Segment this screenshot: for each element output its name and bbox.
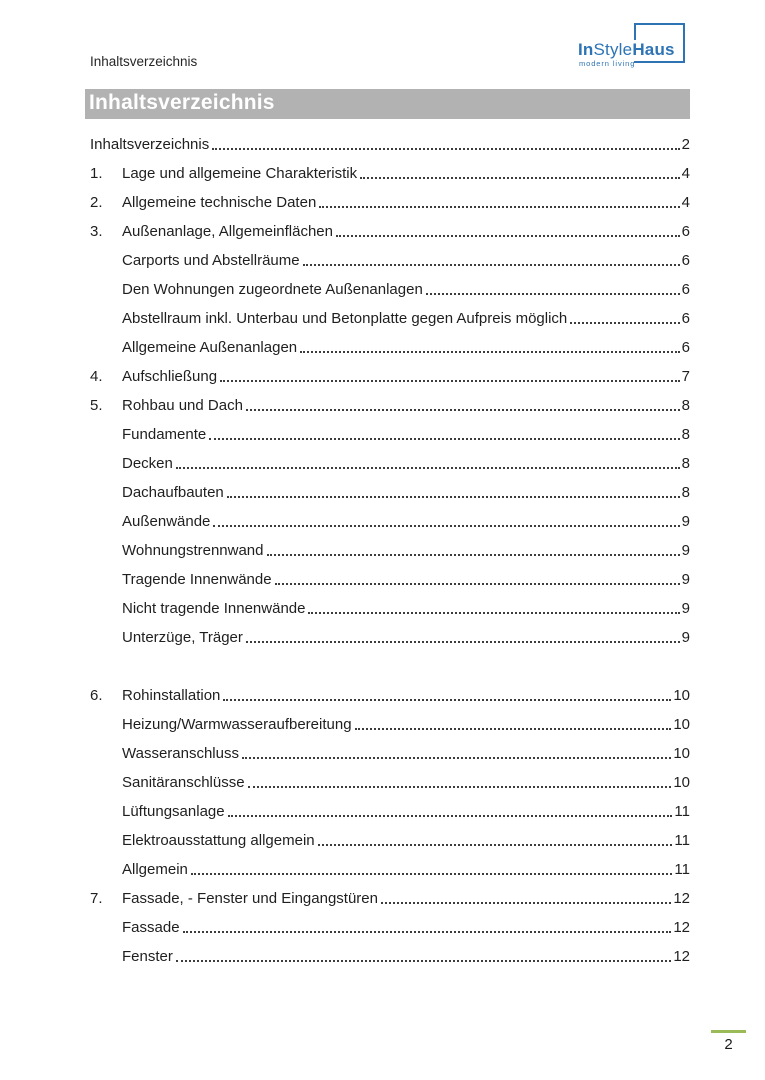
toc-entry[interactable] [90,913,690,942]
toc-entry-label: Rohinstallation [122,687,221,704]
toc-entry[interactable] [90,333,690,362]
toc-dot-leader [300,351,680,353]
toc-dot-leader [227,496,680,498]
toc-list [90,130,690,971]
toc-entry-label: Allgemeine technische Daten [122,194,317,211]
toc-entry-number: 7. [90,890,103,907]
toc-entry[interactable] [90,681,690,710]
toc-entry-page: 8 [681,397,690,414]
toc-entry-page: 10 [673,687,690,704]
toc-entry-page: 12 [673,948,690,965]
toc-entry-page: 11 [674,832,690,849]
toc-dot-leader [191,873,673,875]
toc-entry[interactable] [90,507,690,536]
toc-entry-label: Wasseranschluss [122,745,239,762]
toc-dot-leader [228,815,673,817]
toc-entry-label: Den Wohnungen zugeordnete Außenanlagen [122,281,423,298]
toc-entry-label: Lüftungsanlage [122,803,225,820]
toc-entry-label: Sanitäranschlüsse [122,774,245,791]
toc-entry-page: 6 [681,339,690,356]
toc-entry[interactable] [90,391,690,420]
toc-entry-label: Carports und Abstellräume [122,252,300,269]
toc-entry[interactable] [90,884,690,913]
toc-entry-page: 2 [681,136,690,153]
toc-entry-page: 9 [681,600,690,617]
toc-dot-leader [248,786,672,788]
toc-entry-label: Dachaufbauten [122,484,224,501]
toc-entry-page: 9 [681,571,690,588]
toc-dot-leader [355,728,672,730]
toc-dot-leader [209,438,679,440]
toc-entry[interactable] [90,304,690,333]
page-number: 2 [724,1036,733,1053]
toc-entry-page: 12 [673,919,690,936]
toc-entry-page: 9 [681,629,690,646]
toc-entry[interactable] [90,565,690,594]
toc-dot-leader [570,322,679,324]
toc-entry-page: 6 [681,281,690,298]
toc-entry-label: Aufschließung [122,368,218,385]
toc-entry[interactable] [90,130,690,159]
toc-entry[interactable] [90,855,690,884]
toc-dot-leader [213,525,679,527]
toc-entry-page: 4 [681,165,690,182]
toc-dot-leader [242,757,671,759]
toc-entry-page: 8 [681,455,690,472]
section-title: Inhaltsverzeichnis [89,91,275,114]
toc-entry-label: Allgemein [122,861,188,878]
toc-dot-leader [360,177,680,179]
toc-entry-label: Fassade [122,919,180,936]
toc-entry[interactable] [90,739,690,768]
toc-dot-leader [267,554,680,556]
toc-dot-leader [183,931,672,933]
toc-entry-page: 10 [673,745,690,762]
toc-entry[interactable] [90,942,690,971]
section-title-banner [85,89,690,119]
toc-entry[interactable] [90,797,690,826]
toc-entry[interactable] [90,188,690,217]
toc-entry-label: Abstellraum inkl. Unterbau und Betonplatte gegen Aufpreis möglich [122,310,568,327]
toc-entry-label: Tragende Innenwände [122,571,272,588]
toc-dot-leader [212,148,679,150]
toc-entry-page: 9 [681,513,690,530]
toc-entry-label: Außenwände [122,513,211,530]
toc-entry-page: 6 [681,252,690,269]
toc-entry-label: Rohbau und Dach [122,397,243,414]
toc-entry-number: 2. [90,194,103,211]
toc-entry[interactable] [90,594,690,623]
toc-entry-label: Wohnungstrennwand [122,542,264,559]
toc-entry-page: 11 [674,803,690,820]
logo-text-in: In [578,40,594,59]
instylehaus-logo [578,22,692,68]
logo-text-style: Style [593,40,633,59]
toc-entry-page: 12 [673,890,690,907]
header-running-title: Inhaltsverzeichnis [90,54,198,69]
toc-entry-number: 3. [90,223,103,240]
toc-dot-leader [246,641,680,643]
logo-text-haus: Haus [632,40,675,59]
toc-entry-label: Elektroausstattung allgemein [122,832,315,849]
toc-entry[interactable] [90,362,690,391]
toc-entry-page: 7 [681,368,690,385]
toc-entry-page: 10 [673,716,690,733]
toc-entry-label: Lage und allgemeine Charakteristik [122,165,358,182]
toc-entry-label: Fassade, - Fenster und Eingangstüren [122,890,378,907]
toc-entry-number: 6. [90,687,103,704]
toc-entry-page: 10 [673,774,690,791]
toc-entry-number: 5. [90,397,103,414]
footer-rule [711,1030,746,1033]
toc-dot-leader [176,467,680,469]
toc-dot-leader [303,264,680,266]
toc-entry-label: Fundamente [122,426,207,443]
toc-entry-page: 8 [681,484,690,501]
toc-entry-label: Inhaltsverzeichnis [90,136,210,153]
toc-entry[interactable] [90,449,690,478]
toc-entry-label: Nicht tragende Innenwände [122,600,306,617]
toc-entry[interactable] [90,536,690,565]
toc-dot-leader [223,699,671,701]
toc-entry-number: 4. [90,368,103,385]
toc-entry-label: Fenster [122,948,173,965]
toc-dot-leader [220,380,680,382]
toc-entry[interactable] [90,710,690,739]
toc-dot-leader [318,844,673,846]
toc-entry-label: Heizung/Warmwasseraufbereitung [122,716,352,733]
toc-entry-label: Unterzüge, Träger [122,629,243,646]
toc-dot-leader [381,902,671,904]
toc-dot-leader [176,960,671,962]
toc-entry-page: 9 [681,542,690,559]
toc-entry[interactable] [90,217,690,246]
toc-dot-leader [426,293,680,295]
toc-dot-leader [336,235,680,237]
logo-tagline: modern living [579,59,636,68]
toc-entry-page: 4 [681,194,690,211]
toc-entry[interactable] [90,159,690,188]
toc-dot-leader [319,206,679,208]
toc-dot-leader [246,409,680,411]
toc-dot-leader [308,612,679,614]
toc-entry[interactable] [90,768,690,797]
logo-wordmark [578,40,678,61]
toc-entry-page: 11 [674,861,690,878]
toc-entry[interactable] [90,826,690,855]
toc-entry[interactable] [90,246,690,275]
toc-entry[interactable] [90,478,690,507]
toc-entry-label: Decken [122,455,173,472]
toc-entry[interactable] [90,623,690,652]
toc-entry-page: 6 [681,310,690,327]
toc-entry[interactable] [90,420,690,449]
toc-entry-number: 1. [90,165,103,182]
toc-entry-page: 8 [681,426,690,443]
toc-entry[interactable] [90,275,690,304]
toc-spacer [90,652,690,681]
toc-entry-label: Außenanlage, Allgemeinflächen [122,223,333,240]
toc-dot-leader [275,583,680,585]
toc-entry-label: Allgemeine Außenanlagen [122,339,298,356]
toc-entry-page: 6 [681,223,690,240]
